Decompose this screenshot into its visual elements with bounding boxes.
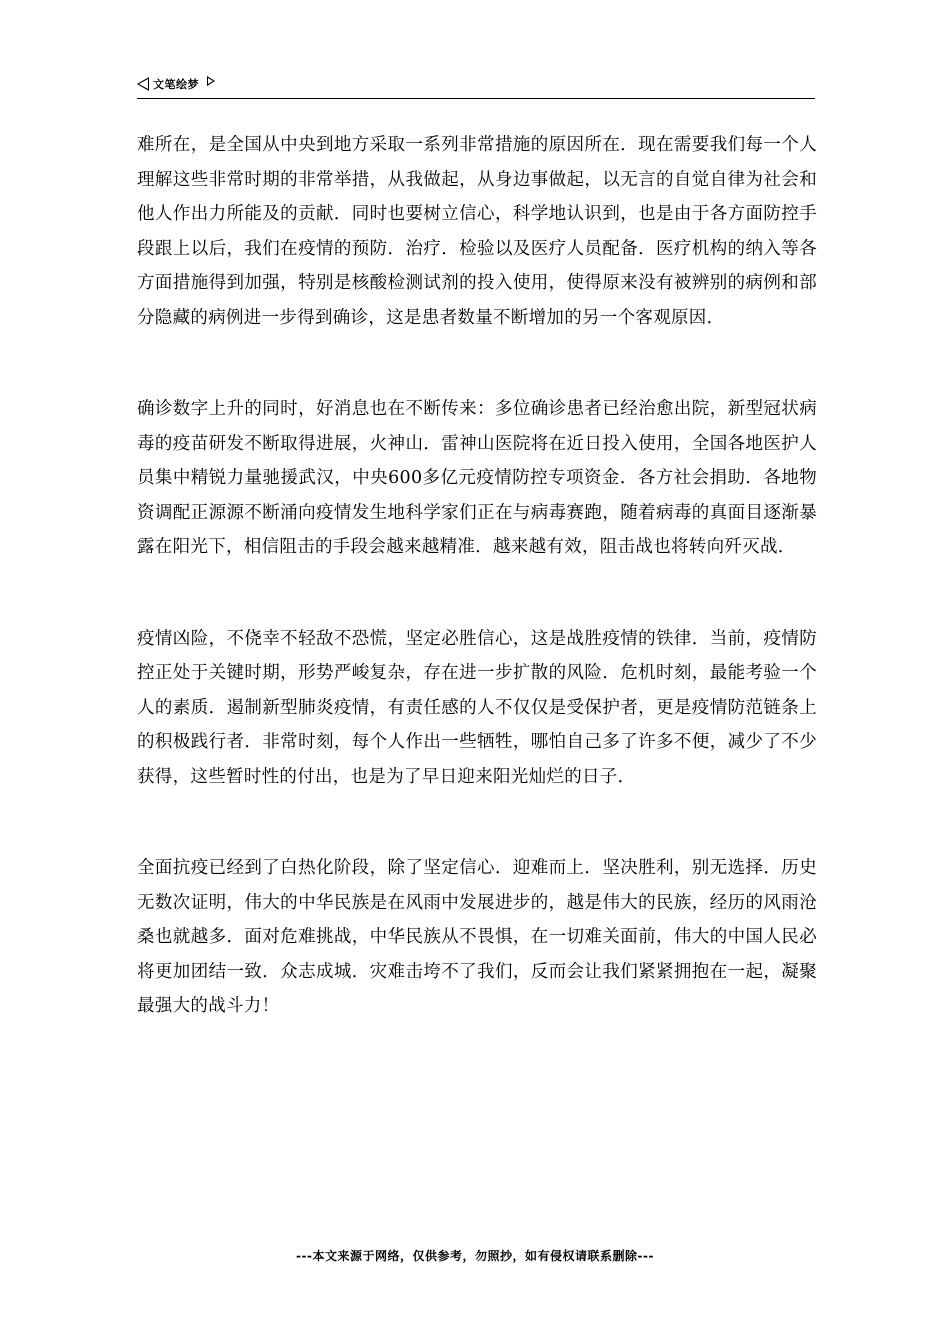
paragraph-4: 全面抗疫已经到了白热化阶段，除了坚定信心．迎难而上．坚决胜利，别无选择．历史无数次证明，伟大的中华民族是在风雨中发展进步的，越是伟大的民族，经历的风雨沧桑也就越多．面对危难挑战，中华民族从不畏惧，在一切难关面前，伟大的中国人民必将更加团结一致．众志成城．灾难击垮不了我们，反而会让我们紧紧拥抱在一起，凝聚最强大的战斗力！ [137, 858, 817, 1016]
triangle-right-icon [207, 76, 215, 86]
header-brand: 文笔绘梦 [153, 78, 199, 91]
page-header [137, 74, 815, 99]
paragraph-2: 确诊数字上升的同时，好消息也在不断传来：多位确诊患者已经治愈出院，新型冠状病毒的疫苗研发不断取得进展，火神山．雷神山医院将在近日投入使用，全国各地医护人员集中精锐力量驰援武汉，中央600多亿元疫情防控专项资金．各方社会捐助．各地物资调配正源源不断涌向疫情发生地科学家们正在与病毒赛跑，随着病毒的真面目逐渐暴露在阳光下，相信阻击的手段会越来越精准．越来越有效，阻击战也将转向歼灭战． [137, 399, 817, 557]
footer-disclaimer: ---本文来源于网络，仅供参考，勿照抄，如有侵权请联系删除--- [296, 1249, 654, 1263]
paragraph-3: 疫情凶险，不侥幸不轻敌不恐慌，坚定必胜信心，这是战胜疫情的铁律．当前，疫情防控正处于关键时期，形势严峻复杂，存在进一步扩散的风险．危机时刻，最能考验一个人的素质．遏制新型肺炎疫情，有责任感的人不仅仅是受保护者，更是疫情防范链条上的积极践行者．非常时刻，每个人作出一些牺牲，哪怕自己多了许多不便，减少了不少获得，这些暂时性的付出，也是为了早日迎来阳光灿烂的日子． [137, 628, 817, 787]
header-brand-group [137, 74, 215, 94]
triangle-left-icon [137, 77, 149, 91]
paragraph-1: 难所在，是全国从中央到地方采取一系列非常措施的原因所在．现在需要我们每一个人理解这些非常时期的非常举措，从我做起，从身边事做起，以无言的自觉自律为社会和他人作出力所能及的贡献．同时也要树立信心，科学地认识到，也是由于各方面防控手段跟上以后，我们在疫情的预防．治疗．检验以及医疗人员配备．医疗机构的纳入等各方面措施得到加强，特别是核酸检测试剂的投入使用，使得原来没有被辨别的病例和部分隐藏的病例进一步得到确诊，这是患者数量不断增加的另一个客观原因． [137, 135, 817, 328]
document-body [137, 128, 817, 1024]
